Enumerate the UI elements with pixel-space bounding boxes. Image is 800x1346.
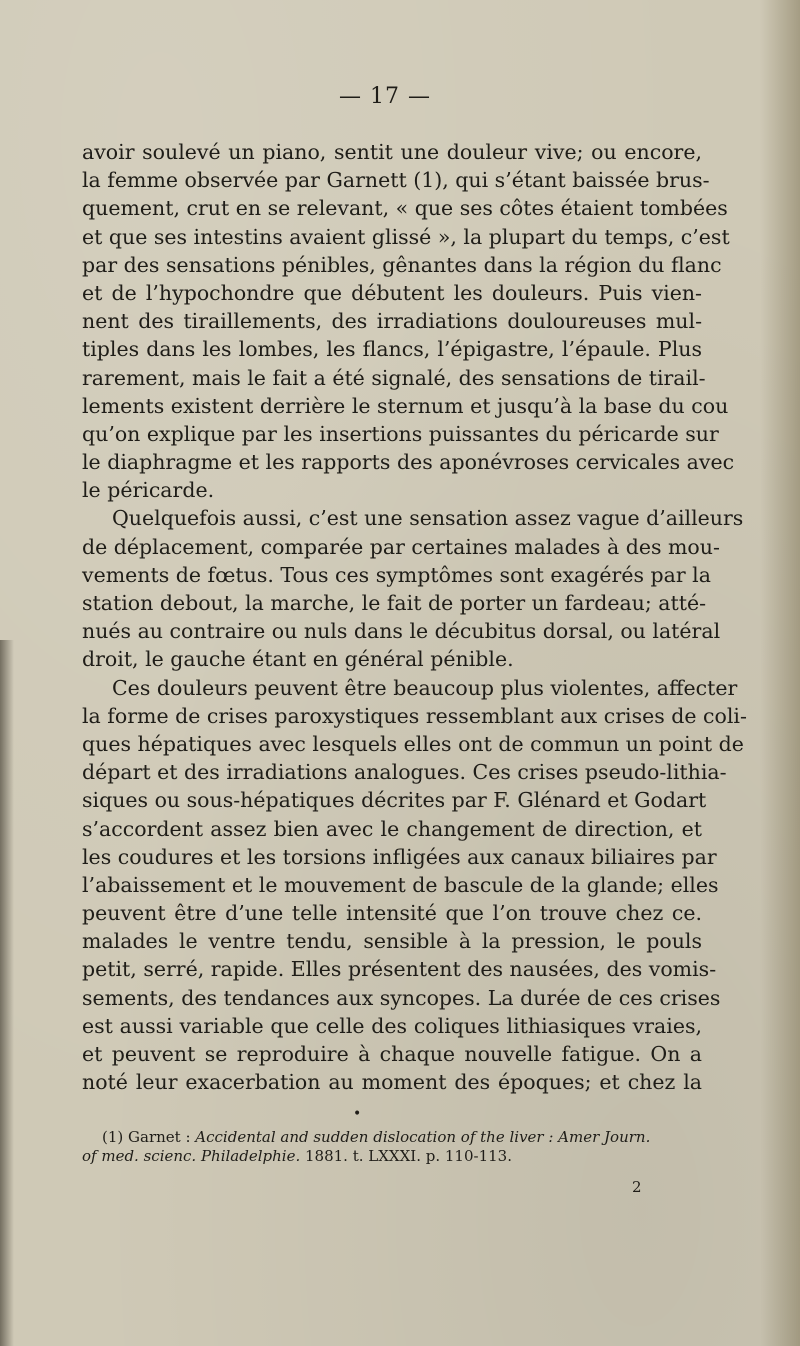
footnote-marker: (1) Garnet : — [102, 1128, 196, 1146]
text-line: tiples dans les lombes, les flancs, l’épigastre, l’épaule. Plus — [82, 337, 702, 362]
text-line: quement, crut en se relevant, « que ses côtes étaient tombées — [82, 196, 728, 221]
text-line: l’abaissement et le mouvement de bascule de la glande; elles — [82, 872, 719, 897]
signature-mark: 2 — [632, 1178, 642, 1196]
text-line: et peuvent se reproduire à chaque nouvelle fatigue. On a — [82, 1042, 702, 1066]
text-line: s’accordent assez bien avec le changement de direction, et — [82, 816, 702, 841]
text-line: qu’on explique par les insertions puissantes du péricarde sur — [82, 421, 719, 446]
text-line: vements de fœtus. Tous ces symptômes sont exagérés par la — [82, 562, 711, 587]
text-line: station debout, la marche, le fait de porter un fardeau; atté- — [82, 591, 707, 615]
text-line: Quelquefois aussi, c’est une sensation assez vague d’ailleurs — [112, 506, 744, 531]
text-line: noté leur exacerbation au moment des époques; et chez la — [82, 1070, 702, 1095]
text-line: est aussi variable que celle des coliques lithiasiques vraies, — [82, 1013, 702, 1038]
text-line: petit, serré, rapide. Elles présentent des nausées, des vomis- — [82, 957, 717, 982]
text-line: et que ses intestins avaient glissé », la plupart du temps, c’est — [82, 224, 730, 249]
text-line: le diaphragme et les rapports des aponévroses cervicales avec — [82, 450, 735, 475]
text-line: et de l’hypochondre que débutent les douleurs. Puis vien- — [82, 280, 702, 305]
body-text — [82, 138, 747, 1096]
text-line: peuvent être d’une telle intensité que l’on trouve chez ce. — [82, 901, 702, 926]
text-line: siques ou sous-hépatiques décrites par F. Glénard et Godart — [82, 788, 707, 813]
text-line: nués au contraire ou nuls dans le décubitus dorsal, ou latéral — [82, 619, 721, 644]
footnote-line — [82, 1147, 702, 1166]
text-line: le péricarde. — [82, 478, 215, 503]
text-line: lements existent derrière le sternum et jusqu’à la base du cou — [82, 393, 729, 418]
text-line: sements, des tendances aux syncopes. La durée de ces crises — [82, 985, 721, 1010]
footnote-title: Accidental and sudden dislocation of the liver : Amer Journ. — [195, 1128, 651, 1146]
text-line: la femme observée par Garnett (1), qui s’étant baissée brus- — [82, 168, 710, 193]
footnote-separator-dot: • — [353, 1106, 362, 1122]
page-number: — 17 — — [339, 84, 431, 109]
text-line: de déplacement, comparée par certaines malades à des mou- — [82, 534, 720, 559]
footnote — [82, 1128, 702, 1166]
text-line: rarement, mais le fait a été signalé, des sensations de tirail- — [82, 365, 706, 390]
text-line: ques hépatiques avec lesquels elles ont de commun un point de — [82, 731, 744, 756]
page-shadow-right — [760, 0, 800, 1346]
footnote-journal: of med. scienc. Philadelphie. — [82, 1147, 301, 1165]
footnote-details: 1881. t. LXXXI. p. 110-113. — [300, 1147, 512, 1165]
text-line: avoir soulevé un piano, sentit une douleur vive; ou encore, — [82, 140, 702, 164]
text-line: départ et des irradiations analogues. Ces crises pseudo-lithia- — [82, 760, 727, 785]
text-line: droit, le gauche étant en général pénible. — [82, 647, 514, 672]
text-line: la forme de crises paroxystiques ressemblant aux crises de coli- — [82, 703, 747, 728]
text-line: Ces douleurs peuvent être beaucoup plus violentes, affecter — [112, 675, 738, 700]
text-line: les coudures et les torsions infligées aux canaux biliaires par — [82, 844, 717, 869]
footnote-line — [82, 1128, 702, 1147]
text-line: par des sensations pénibles, gênantes dans la région du flanc — [82, 252, 722, 277]
text-line: malades le ventre tendu, sensible à la pression, le pouls — [82, 929, 702, 954]
text-line: nent des tiraillements, des irradiations douloureuses mul- — [82, 309, 702, 334]
page-shadow-left — [0, 640, 14, 1346]
